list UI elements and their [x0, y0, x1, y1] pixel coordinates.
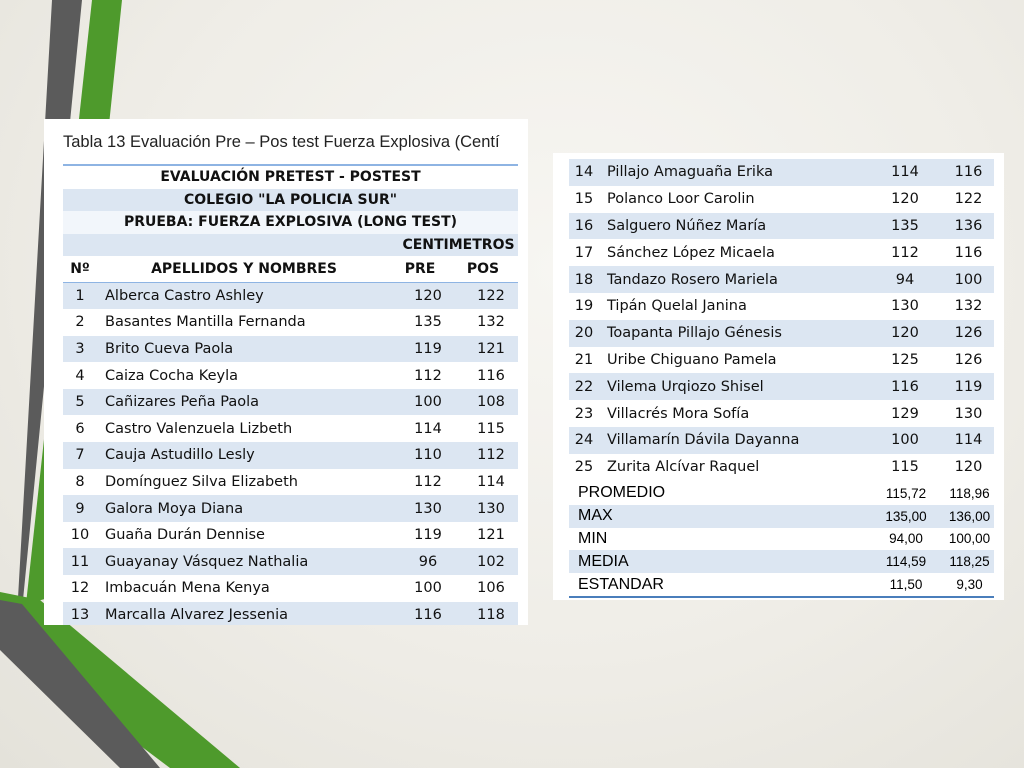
cell-pos: 126: [954, 325, 983, 342]
cell-number: 22: [574, 378, 594, 395]
stat-row: [569, 505, 994, 528]
cell-number: 23: [574, 405, 594, 422]
cell-pre: 94: [895, 271, 915, 288]
stat-pos: 118,96: [949, 485, 990, 501]
cell-pre: 125: [891, 351, 919, 368]
cell-pos: 130: [954, 405, 983, 422]
cell-name: Sánchez López Micaela: [607, 244, 775, 261]
cell-name: Guayanay Vásquez Nathalia: [105, 553, 309, 570]
cell-name: Tandazo Rosero Mariela: [607, 271, 778, 288]
cell-name: Caiza Cocha Keyla: [105, 367, 238, 384]
cell-pre: 119: [414, 527, 442, 544]
unit-label: CENTIMETROS: [402, 236, 515, 253]
table-row: [569, 454, 994, 481]
cell-number: 13: [70, 606, 90, 623]
table-body-left: [63, 283, 518, 626]
cell-pre: 116: [891, 378, 919, 395]
cell-pos: 118: [477, 606, 505, 623]
table-title-row: [63, 164, 518, 189]
table-body-right: [569, 159, 994, 481]
cell-pre: 135: [414, 314, 442, 331]
table-panel-left: [44, 119, 528, 625]
stat-pos: 100,00: [948, 531, 991, 547]
cell-number: 4: [75, 367, 85, 384]
cell-name: Guaña Durán Dennise: [105, 527, 265, 544]
cell-number: 11: [70, 553, 90, 570]
cell-number: 7: [75, 447, 85, 464]
cell-pos: 120: [954, 459, 983, 476]
statistics-rows: [569, 482, 994, 596]
cell-pos: 122: [477, 287, 505, 304]
statistics-block: [569, 482, 994, 596]
cell-number: 20: [574, 325, 594, 342]
stat-row: [569, 528, 994, 551]
cell-name: Toapanta Pillajo Génesis: [607, 325, 782, 342]
school-title: COLEGIO "LA POLICIA SUR": [183, 191, 398, 208]
stat-label: MAX: [578, 507, 613, 525]
cell-name: Zurita Alcívar Raquel: [607, 459, 760, 476]
cell-pre: 115: [891, 459, 919, 476]
table-row: [569, 213, 994, 240]
cell-name: Cauja Astudillo Lesly: [105, 447, 255, 464]
stat-pre: 114,59: [885, 554, 927, 570]
cell-pos: 122: [954, 191, 983, 208]
table-row: [569, 373, 994, 400]
cell-number: 10: [70, 527, 90, 544]
table-row: [63, 309, 518, 336]
stat-pre: 135,00: [885, 508, 927, 524]
cell-pre: 116: [414, 606, 442, 623]
cell-name: Uribe Chiguano Pamela: [607, 351, 777, 368]
cell-pos: 121: [477, 340, 505, 357]
cell-name: Castro Valenzuela Lizbeth: [105, 420, 293, 437]
table-row: [63, 442, 518, 469]
cell-pos: 112: [477, 447, 505, 464]
cell-pos: 102: [477, 553, 505, 570]
col-number-header: Nº: [70, 260, 90, 277]
cell-number: 8: [75, 473, 85, 490]
cell-pre: 130: [891, 298, 919, 315]
cell-pos: 116: [954, 244, 983, 261]
table-row: [569, 186, 994, 213]
stat-row: [569, 550, 994, 573]
cell-pos: 132: [477, 314, 505, 331]
cell-number: 12: [70, 580, 90, 597]
test-title: PRUEBA: FUERZA EXPLOSIVA (LONG TEST): [123, 214, 458, 231]
school-title-row: [63, 189, 518, 212]
results-table-part-1: [63, 164, 518, 625]
table-row: [569, 320, 994, 347]
stat-pos: 118,25: [949, 554, 990, 570]
cell-pos: 132: [954, 298, 983, 315]
test-title-row: [63, 211, 518, 234]
stat-pre: 11,50: [889, 577, 923, 593]
cell-pre: 114: [414, 420, 442, 437]
cell-number: 16: [574, 217, 594, 234]
cell-pos: 119: [954, 378, 983, 395]
cell-name: Villacrés Mora Sofía: [607, 405, 750, 422]
cell-pos: 126: [954, 351, 983, 368]
statistics-bottom-rule: [569, 596, 994, 598]
cell-number: 1: [75, 287, 85, 304]
table-row: [63, 602, 518, 625]
cell-number: 2: [75, 314, 85, 331]
cell-name: Tipán Quelal Janina: [607, 298, 747, 315]
cell-pre: 130: [414, 500, 442, 517]
cell-name: Marcalla Alvarez Jessenia: [105, 606, 288, 623]
cell-name: Villamarín Dávila Dayanna: [607, 432, 800, 449]
cell-pre: 100: [414, 394, 442, 411]
cell-pre: 119: [414, 340, 442, 357]
stat-label: MEDIA: [578, 552, 629, 570]
table-row: [63, 389, 518, 416]
cell-pre: 120: [414, 287, 442, 304]
cell-pre: 100: [414, 580, 442, 597]
cell-pre: 100: [891, 432, 919, 449]
stat-label: ESTANDAR: [578, 575, 664, 593]
cell-pre: 120: [891, 325, 919, 342]
cell-number: 19: [574, 298, 594, 315]
stat-pre: 115,72: [885, 485, 927, 501]
stat-label: MIN: [578, 529, 608, 547]
cell-number: 5: [75, 394, 85, 411]
stat-pre: 94,00: [889, 531, 923, 547]
stat-label: PROMEDIO: [578, 484, 666, 502]
cell-number: 15: [574, 191, 594, 208]
table-row: [569, 239, 994, 266]
cell-name: Brito Cueva Paola: [105, 340, 234, 357]
table-row: [569, 293, 994, 320]
cell-name: Polanco Loor Carolin: [607, 191, 755, 208]
results-table-part-2: [569, 159, 994, 481]
cell-name: Vilema Urqiozo Shisel: [607, 378, 764, 395]
cell-pre: 110: [414, 447, 442, 464]
cell-pre: 112: [414, 367, 442, 384]
column-header-row: [63, 256, 518, 283]
cell-pre: 112: [414, 473, 442, 490]
cell-pre: 129: [891, 405, 919, 422]
cell-pos: 106: [477, 580, 505, 597]
cell-name: Alberca Castro Ashley: [105, 287, 264, 304]
cell-pos: 114: [477, 473, 505, 490]
table-row: [569, 347, 994, 374]
cell-name: Imbacuán Mena Kenya: [105, 580, 270, 597]
col-pre-header: PRE: [404, 260, 436, 277]
stat-row: [569, 482, 994, 505]
table-row: [569, 159, 994, 186]
cell-pre: 112: [891, 244, 919, 261]
cell-number: 6: [75, 420, 85, 437]
table-row: [63, 548, 518, 575]
table-row: [63, 415, 518, 442]
cell-pos: 136: [954, 217, 983, 234]
cell-pos: 115: [477, 420, 505, 437]
cell-name: Galora Moya Diana: [105, 500, 244, 517]
cell-number: 9: [75, 500, 85, 517]
cell-number: 24: [574, 432, 594, 449]
cell-pos: 116: [477, 367, 505, 384]
table-row: [569, 427, 994, 454]
stat-pos: 136,00: [948, 508, 991, 524]
cell-pre: 135: [891, 217, 919, 234]
cell-pos: 116: [954, 164, 983, 181]
table-title: EVALUACIÓN PRETEST - POSTEST: [160, 169, 421, 186]
cell-name: Domínguez Silva Elizabeth: [105, 473, 298, 490]
cell-number: 18: [574, 271, 594, 288]
cell-pre: 96: [418, 553, 438, 570]
cell-pos: 121: [477, 527, 505, 544]
table-row: [63, 522, 518, 549]
cell-pos: 108: [477, 394, 505, 411]
cell-name: Basantes Mantilla Fernanda: [105, 314, 306, 331]
cell-pre: 120: [891, 191, 919, 208]
stat-row: [569, 573, 994, 596]
cell-pos: 100: [954, 271, 983, 288]
unit-row: [63, 234, 518, 256]
table-row: [569, 400, 994, 427]
col-pos-header: POS: [466, 260, 500, 277]
cell-number: 25: [574, 459, 594, 476]
cell-pos: 114: [954, 432, 983, 449]
cell-number: 3: [75, 340, 85, 357]
cell-name: Pillajo Amaguaña Erika: [607, 164, 773, 181]
cell-pre: 114: [891, 164, 919, 181]
cell-name: Cañizares Peña Paola: [105, 394, 260, 411]
table-row: [63, 495, 518, 522]
table-row: [569, 266, 994, 293]
table-caption: Tabla 13 Evaluación Pre – Pos test Fuerza Explosiva (Centí: [63, 133, 500, 151]
table-row: [63, 362, 518, 389]
cell-name: Salguero Núñez María: [607, 217, 767, 234]
table-row: [63, 469, 518, 496]
stat-pos: 9,30: [956, 577, 983, 593]
cell-number: 17: [574, 244, 594, 261]
table-row: [63, 336, 518, 363]
col-name-header: APELLIDOS Y NOMBRES: [151, 260, 337, 277]
cell-number: 21: [574, 351, 594, 368]
table-panel-right: [553, 153, 1004, 600]
cell-number: 14: [574, 164, 594, 181]
table-row: [63, 283, 518, 310]
cell-pos: 130: [477, 500, 505, 517]
table-row: [63, 575, 518, 602]
